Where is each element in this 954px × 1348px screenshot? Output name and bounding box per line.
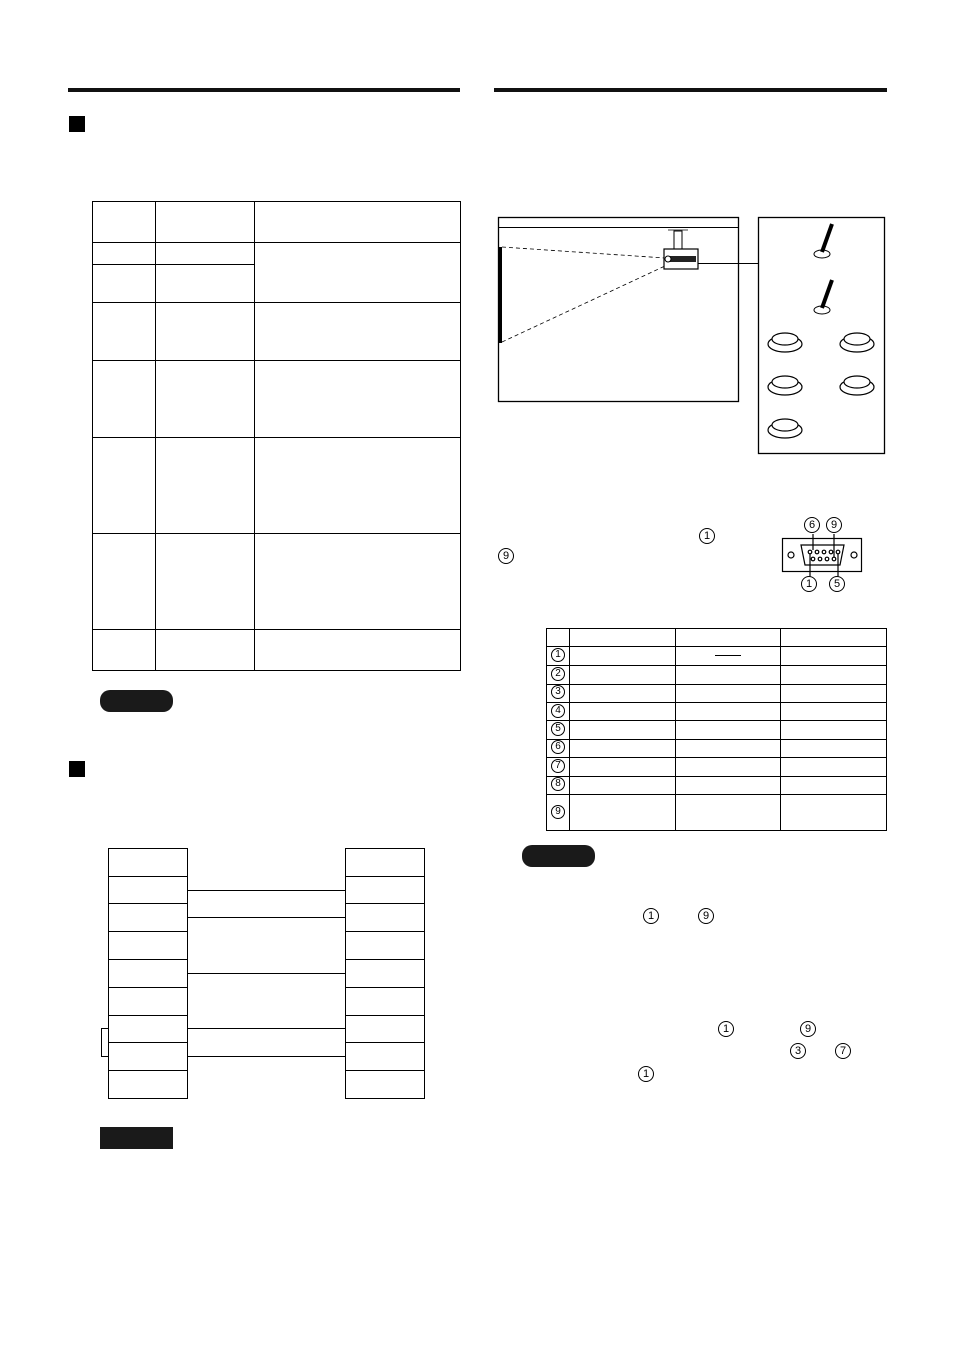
table-row-pin: 3	[551, 685, 565, 699]
table-row-pin: 1	[551, 648, 565, 662]
table-row-pin: 2	[551, 667, 565, 681]
pin-marker: 1	[699, 528, 715, 544]
table-row-pin: 9	[551, 805, 565, 819]
table-row-pin: 6	[551, 740, 565, 754]
pin-marker: 7	[835, 1043, 851, 1059]
pin-marker: 5	[829, 576, 845, 592]
pin-marker: 9	[826, 517, 842, 533]
pin-marker: 1	[638, 1066, 654, 1082]
table-row-pin: 5	[551, 722, 565, 736]
pin-marker: 1	[643, 908, 659, 924]
pin-marker: 9	[698, 908, 714, 924]
pin-marker: 9	[800, 1021, 816, 1037]
pin-marker: 1	[801, 576, 817, 592]
table-row-pin: 8	[551, 777, 565, 791]
pin-marker: 6	[804, 517, 820, 533]
pin-marker: 3	[790, 1043, 806, 1059]
pin-marker: 9	[498, 548, 514, 564]
pin-marker: 1	[718, 1021, 734, 1037]
table-row-pin: 4	[551, 704, 565, 718]
table-row-pin: 7	[551, 759, 565, 773]
